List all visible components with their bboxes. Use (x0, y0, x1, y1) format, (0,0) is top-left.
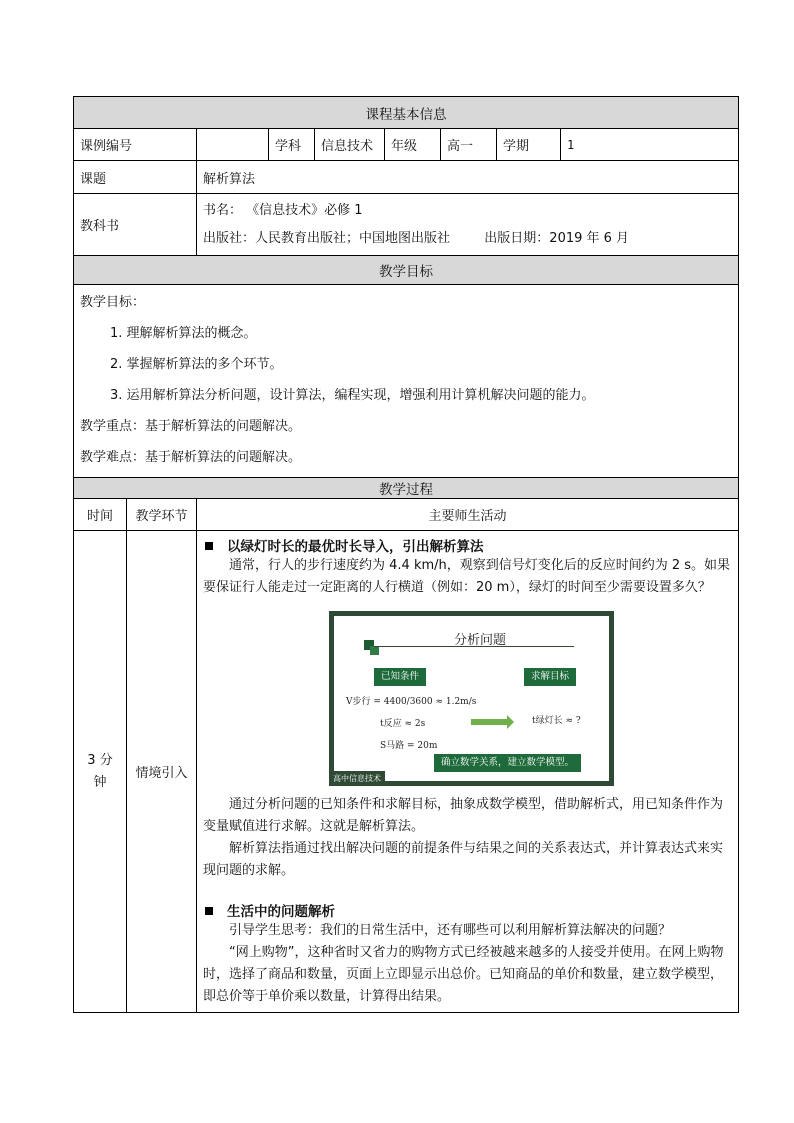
topic-label: 课题 (74, 161, 197, 194)
topic-value: 解析算法 (197, 161, 739, 194)
goals-intro: 教学目标： (80, 295, 146, 310)
paragraph: 通常，行人的步行速度约为 4.4 km/h，观察到信号灯变化后的反应时间约为 2 s。如果要保证行人能走过一定距离的人行横道（例如：20 m），绿灯的时间至少需要设置多久？ (203, 558, 731, 595)
bullet-square-icon (205, 542, 213, 550)
model-tag: 确立数学关系，建立数学模型。 (434, 754, 581, 772)
subject-label: 学科 (269, 129, 315, 161)
publisher-line (203, 226, 732, 254)
analysis-slide-image (329, 611, 614, 786)
bullet-heading: 生活中的问题解析 (203, 900, 730, 920)
paragraph: 通过分析问题的已知条件和求解目标，抽象成数学模型，借助解析式，用已知条件作为变量赋值进行求解。这就是解析算法。 (203, 797, 724, 834)
col-activity-header: 主要师生活动 (197, 499, 739, 531)
formula-speed: V步行 = 4400/3600 ≈ 1.2m/s (346, 697, 477, 707)
goal-item: 3. 运用解析算法分析问题，设计算法，编程实现，增强利用计算机解决问题的能力。 (110, 388, 595, 403)
right-arrow-icon (471, 719, 507, 725)
paragraph: 引导学生思考：我们的日常生活中，还有哪些可以利用解析算法解决的问题？ (229, 923, 672, 938)
known-conditions-tag: 已知条件 (374, 668, 426, 686)
pub-date: 出版日期：2019 年 6 月 (484, 231, 630, 246)
key-point: 教学重点：基于解析算法的问题解决。 (80, 419, 302, 434)
goal-item: 2. 掌握解析算法的多个环节。 (110, 357, 283, 372)
goal-item: 1. 理解解析算法的概念。 (110, 326, 257, 341)
goals-content (74, 285, 739, 478)
col-time-header: 时间 (74, 499, 127, 531)
difficulty: 教学难点：基于解析算法的问题解决。 (80, 450, 302, 465)
term-value: 1 (561, 129, 739, 161)
slide-title: 分析问题 (454, 633, 507, 648)
grade-label: 年级 (385, 129, 441, 161)
paragraph: 解析算法指通过找出解决问题的前提条件与结果之间的关系表达式，并计算表达式来实现问题的求解。 (203, 841, 724, 878)
case-no-value (197, 129, 269, 161)
col-stage-header: 教学环节 (127, 499, 197, 531)
bullet-heading: 以绿灯时长的最优时长导入，引出解析算法 (203, 535, 730, 555)
bullet-square-icon (205, 907, 213, 915)
book-name: 书名： 《信息技术》必修 1 (203, 203, 363, 218)
section-header-goals: 教学目标 (74, 256, 739, 285)
term-label: 学期 (497, 129, 561, 161)
grade-value: 高一 (441, 129, 497, 161)
paragraph: “网上购物”，这种省时又省力的购物方式已经被越来越多的人接受并使用。在网上购物时，选择了商品和数量，页面上立即显示出总价。已知商品的单价和数量，建立数学模型，即总价等于单价乘以数量，计算得出结果。 (203, 945, 724, 1004)
section-header-process: 教学过程 (74, 478, 739, 499)
subject-value: 信息技术 (315, 129, 385, 161)
slide-corner-label: 高中信息技术 (329, 771, 385, 786)
textbook-label: 教科书 (74, 194, 197, 256)
lesson-plan-table (73, 96, 739, 1013)
textbook-details (197, 194, 739, 256)
formula-green-time: t绿灯长 ≈ ? (532, 716, 581, 726)
solve-goal-tag: 求解目标 (524, 668, 576, 686)
section-header-basic-info: 课程基本信息 (74, 97, 739, 129)
formula-distance: S马路 = 20m (380, 741, 438, 751)
case-no-label: 课例编号 (74, 129, 197, 161)
formula-reaction: t反应 ≈ 2s (380, 719, 426, 729)
activity-cell (197, 531, 739, 1013)
publisher: 出版社：人民教育出版社；中国地图出版社 (203, 231, 451, 246)
stage-cell: 情境引入 (127, 531, 197, 1013)
decor-square-icon (370, 646, 379, 655)
lesson-plan-document (73, 96, 738, 1013)
time-cell: 3 分钟 (74, 531, 127, 1013)
